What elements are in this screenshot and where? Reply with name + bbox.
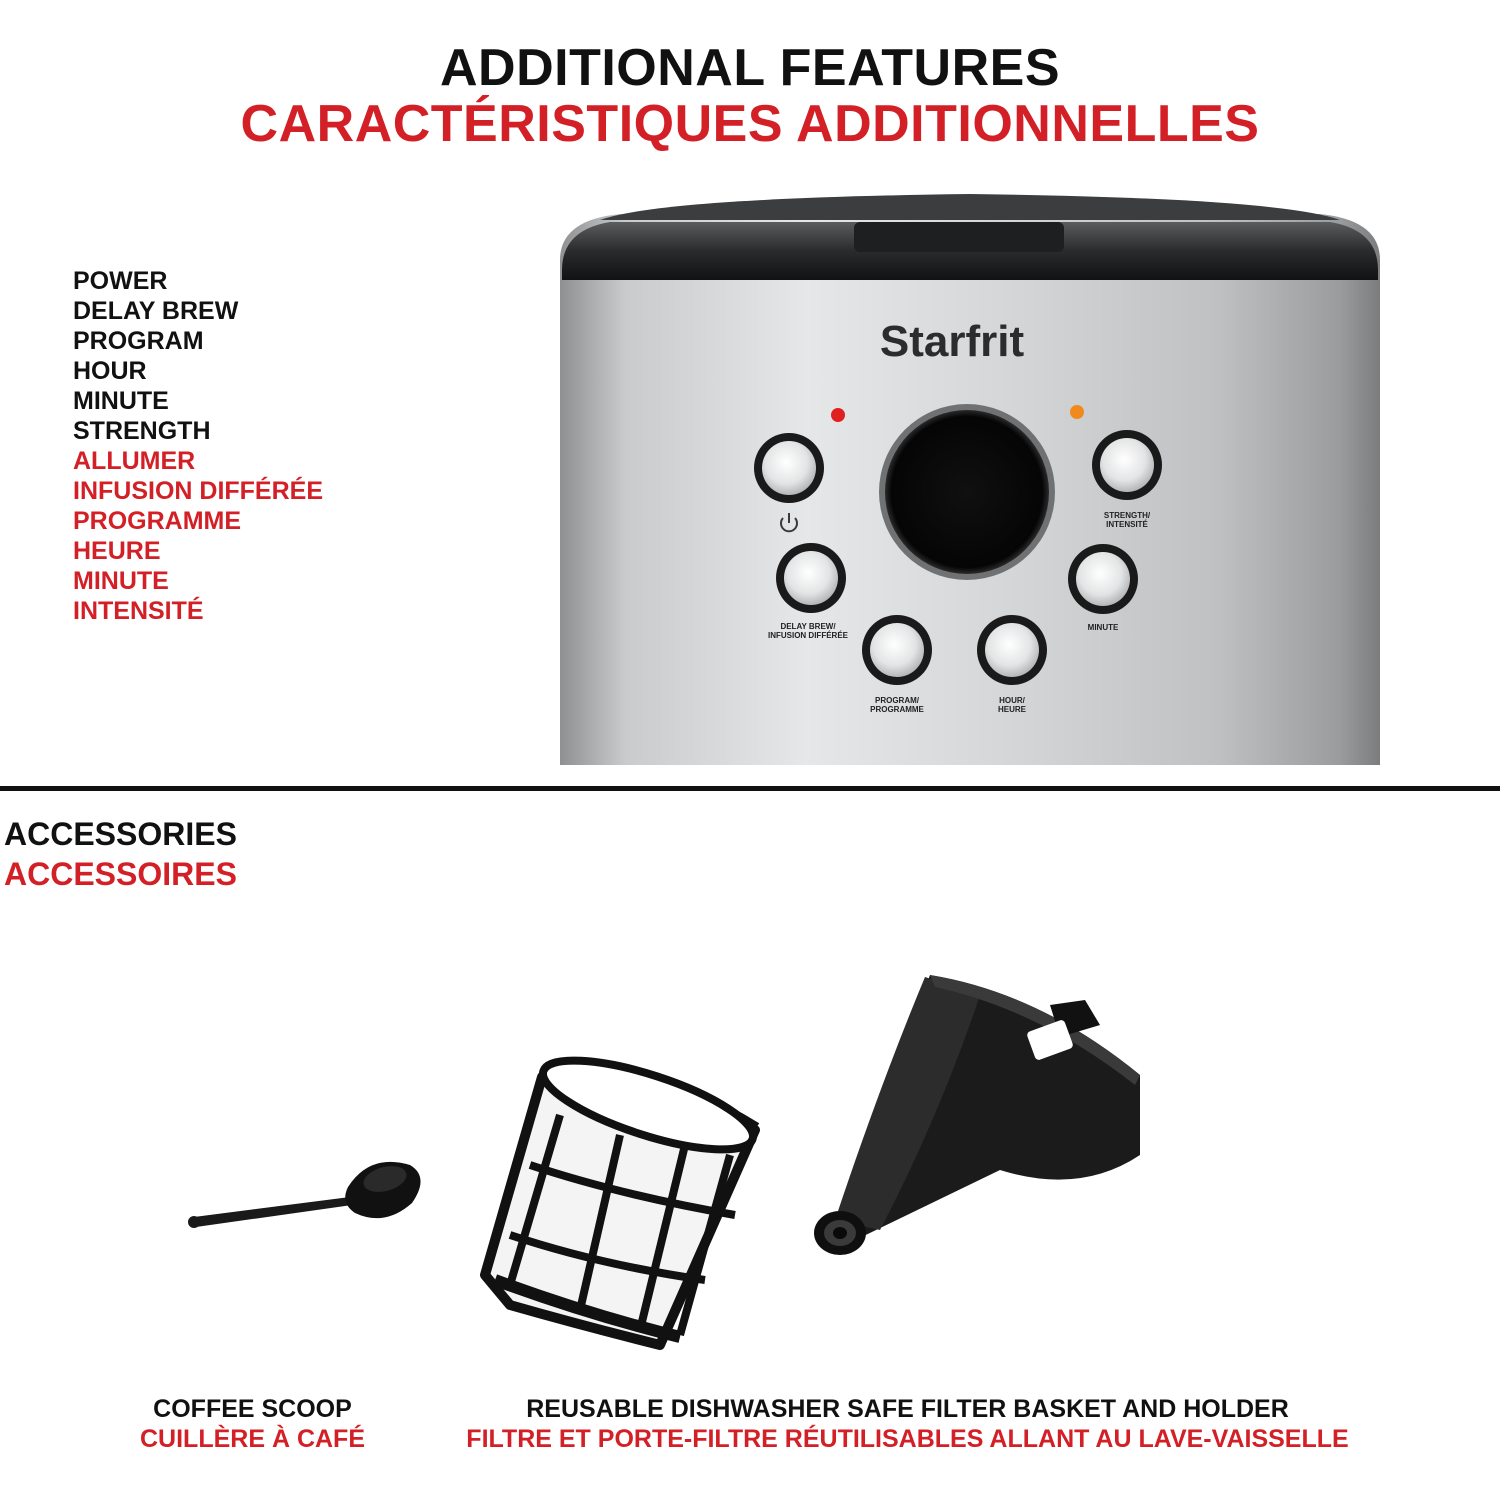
title-french: CARACTÉRISTIQUES ADDITIONNELLES [240, 95, 1260, 153]
strength-label-line2: INTENSITÉ [1106, 520, 1148, 529]
accessories-image [180, 965, 1160, 1355]
lid-top [600, 194, 1340, 220]
accessories-heading-french: ACCESSOIRES [4, 856, 237, 892]
feature-allumer: ALLUMER [73, 447, 196, 475]
minute-label: MINUTE [1087, 623, 1119, 632]
feature-intensite: INTENSITÉ [73, 597, 204, 625]
coffee-maker-control-panel-image [540, 180, 1400, 765]
feature-delay-brew: DELAY BREW [73, 297, 239, 325]
caption-coffee-scoop-english: COFFEE SCOOP [153, 1395, 352, 1423]
program-button[interactable] [862, 615, 932, 685]
feature-list [73, 266, 323, 626]
program-label-line1: PROGRAM/ [875, 696, 919, 705]
caption-filter-basket-french: FILTRE ET PORTE-FILTRE RÉUTILISABLES ALLANT AU LAVE-VAISSELLE [466, 1425, 1349, 1453]
brand-logo: Starfrit [879, 317, 1025, 366]
feature-programme: PROGRAMME [73, 507, 242, 535]
caption-filter-basket-english: REUSABLE DISHWASHER SAFE FILTER BASKET AND HOLDER [526, 1395, 1289, 1423]
delay-brew-button[interactable] [776, 543, 846, 613]
coffee-scoop-image [188, 1162, 421, 1228]
caption-coffee-scoop-french: CUILLÈRE À CAFÉ [140, 1425, 365, 1453]
feature-strength: STRENGTH [73, 417, 211, 445]
hour-label-line2: HEURE [997, 705, 1027, 714]
section-divider [0, 786, 1500, 791]
hour-button[interactable] [977, 615, 1047, 685]
minute-button[interactable] [1068, 544, 1138, 614]
feature-power: POWER [73, 267, 168, 295]
title-english: ADDITIONAL FEATURES [439, 39, 1061, 97]
feature-hour: HOUR [73, 357, 147, 385]
feature-program: PROGRAM [73, 327, 204, 355]
feature-heure: HEURE [73, 537, 161, 565]
strength-label-line1: STRENGTH/ [1103, 511, 1151, 520]
filter-basket-image [485, 1042, 762, 1355]
caption-coffee-scoop [100, 1394, 405, 1454]
lid-handle [854, 222, 1064, 252]
display-screen [885, 410, 1049, 574]
delay-brew-label-line1: DELAY BREW/ [780, 622, 836, 631]
hour-label-line1: HOUR/ [999, 696, 1025, 705]
power-button[interactable] [754, 433, 824, 503]
delay-brew-label-line2: INFUSION DIFFÉRÉE [767, 631, 849, 640]
strength-button[interactable] [1092, 430, 1162, 500]
feature-minute: MINUTE [73, 387, 169, 415]
caption-filter-basket [420, 1394, 1395, 1454]
program-label-line2: PROGRAMME [870, 705, 924, 714]
power-led [831, 408, 845, 422]
feature-minute-fr: MINUTE [73, 567, 169, 595]
filter-holder-image [814, 975, 1140, 1255]
strength-led [1070, 405, 1084, 419]
accessories-heading-english: ACCESSORIES [4, 816, 237, 852]
feature-infusion-differee: INFUSION DIFFÉRÉE [73, 477, 324, 505]
